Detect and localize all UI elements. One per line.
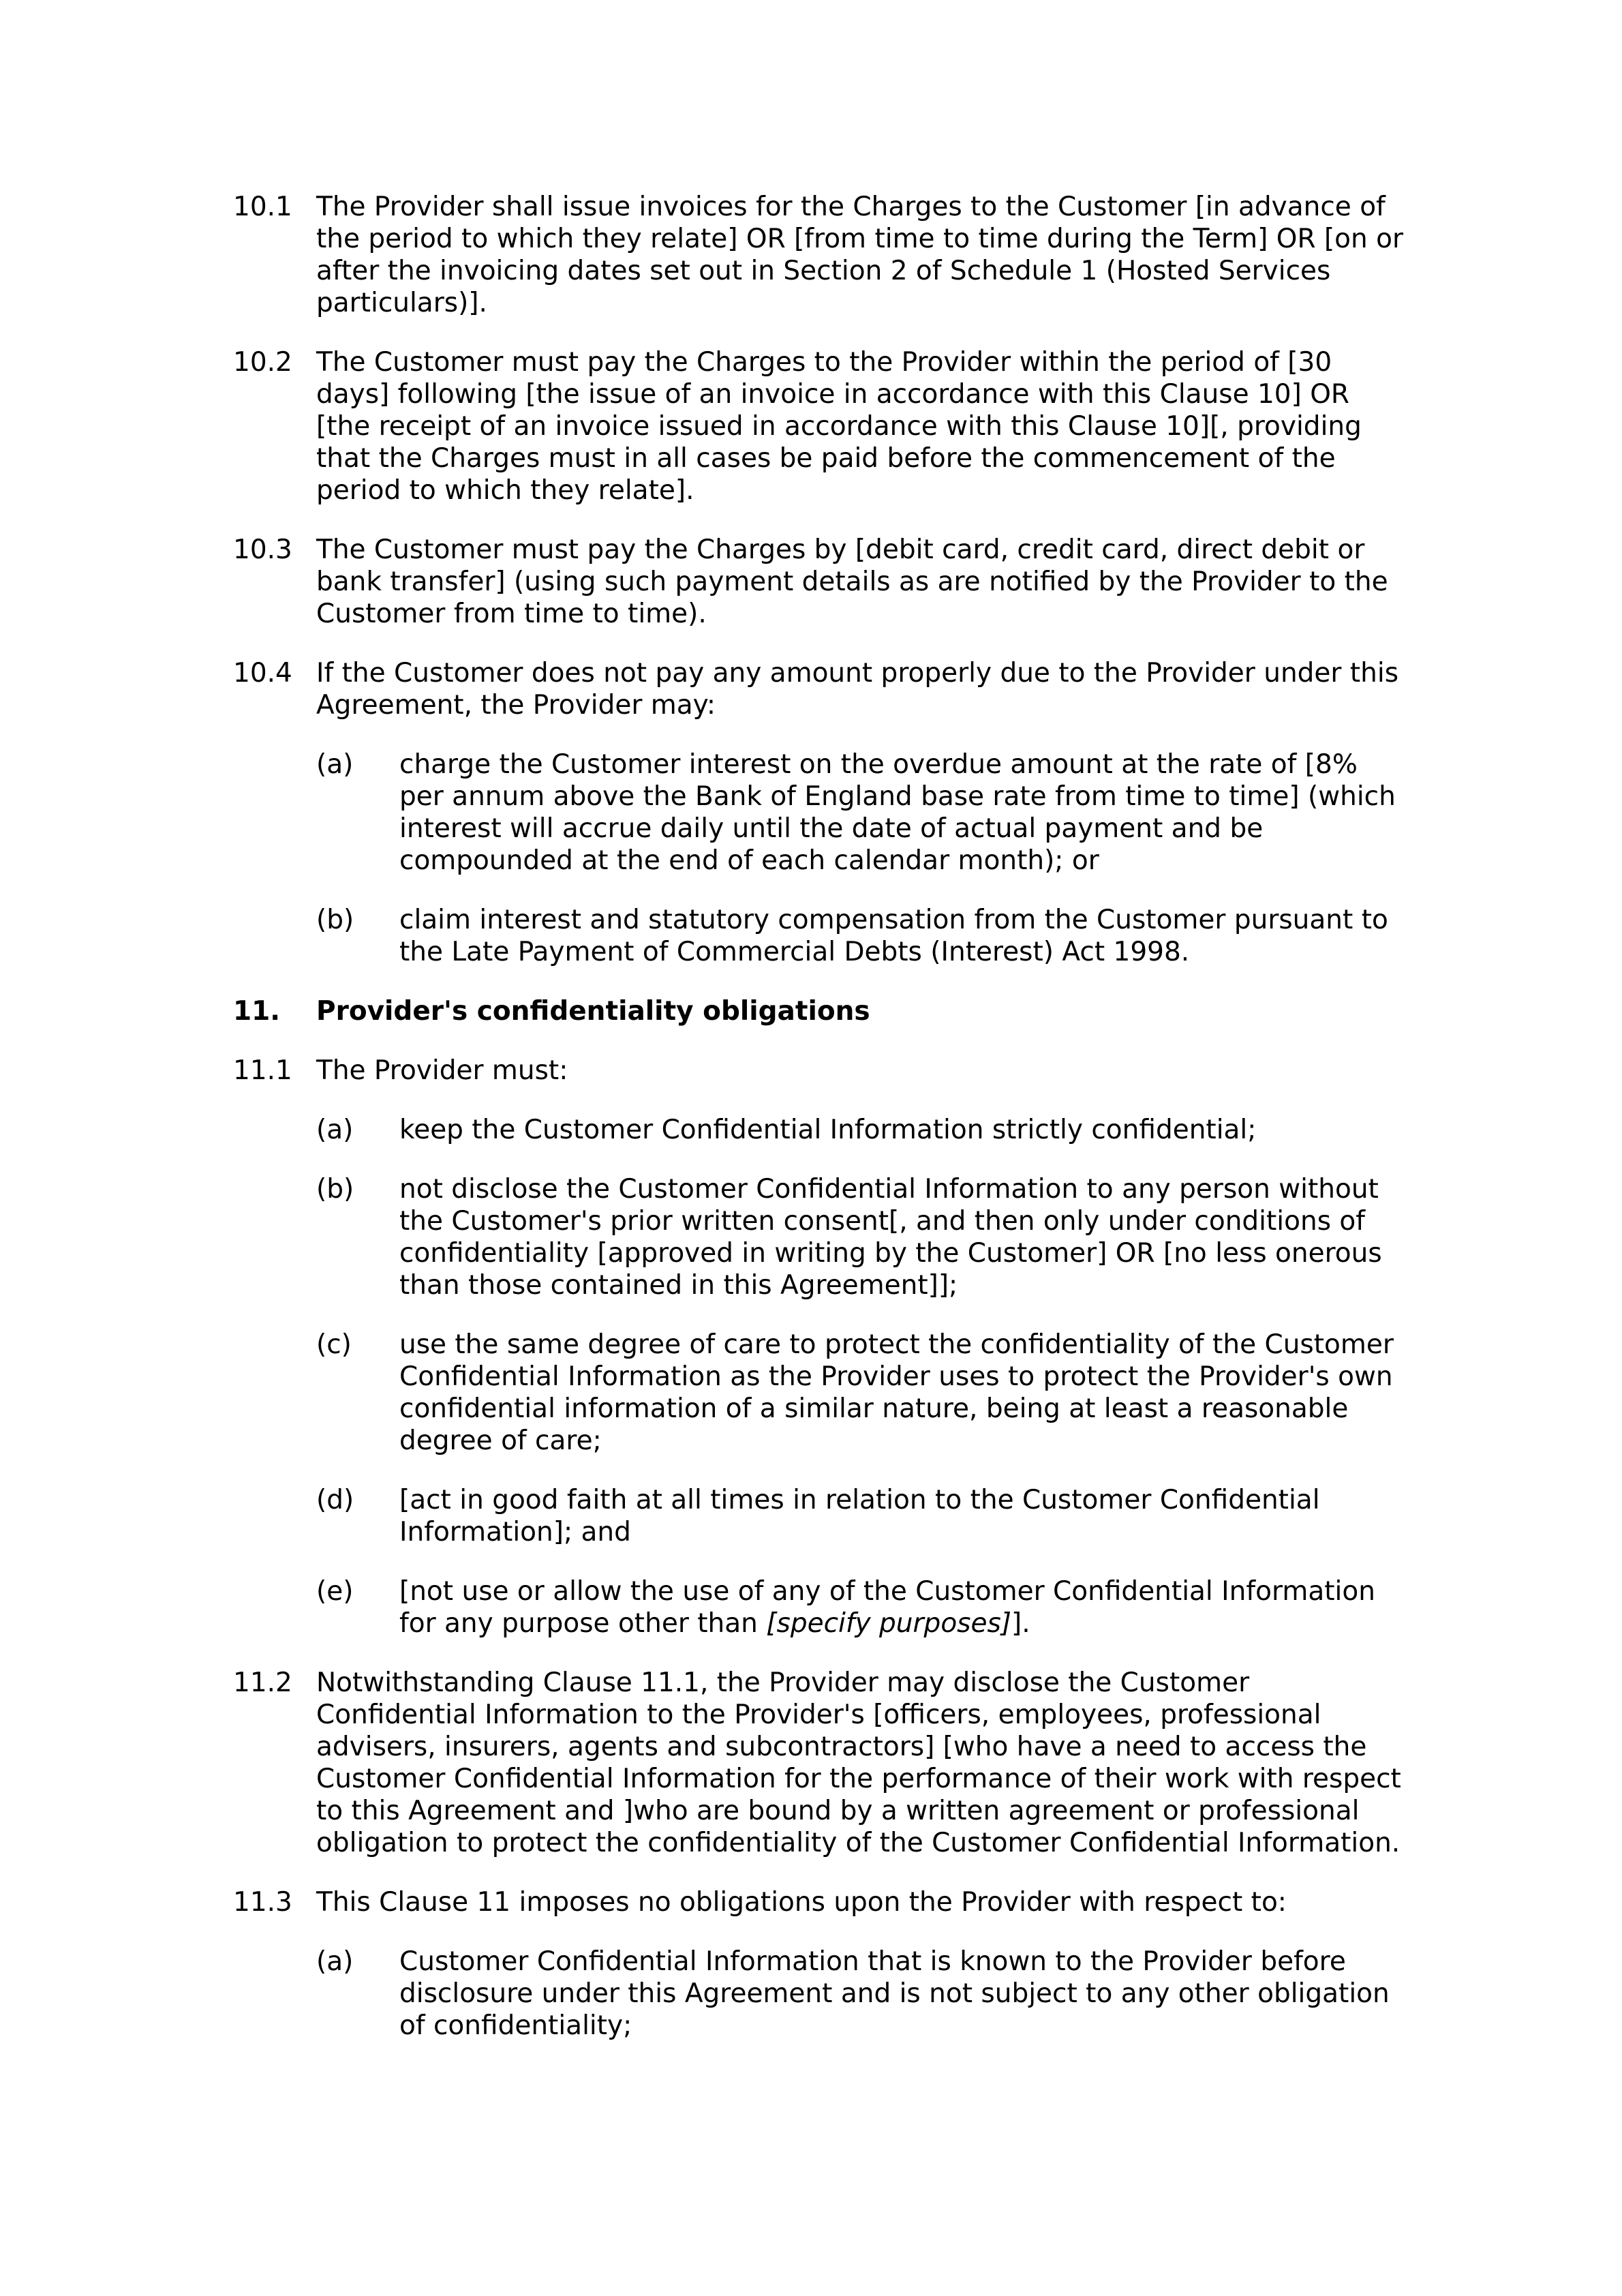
clause-11-1-item-d [316, 1484, 1405, 1548]
item-letter: (a) [316, 749, 354, 780]
item-text: charge the Customer interest on the overdue amount at the rate of [8% per annum above the Bank of England base rate from time to time] (which interest will accrue daily until the date of actual payment and be compounded at the end of each calendar month); or [399, 749, 1396, 876]
clause-number: 11.3 [233, 1887, 292, 1918]
clause-text: The Customer must pay the Charges to the Provider within the period of [30 days] following [the issue of an invoice in accordance with this Clause 10] OR [the receipt of an invoice issued in accordance with this Clause 10][, providing that the Charges must in all cases be paid before the commencement of the period to which they relate]. [316, 347, 1362, 506]
clause-number: 10.3 [233, 534, 292, 565]
clause-10-4-item-b [316, 904, 1405, 968]
item-text-end: ]. [1011, 1608, 1030, 1639]
clause-number: 11.1 [233, 1055, 292, 1086]
clause-number: 10.1 [233, 192, 292, 222]
item-text: [act in good faith at all times in relation to the Customer Confidential Information]; and [399, 1485, 1320, 1547]
item-text: use the same degree of care to protect the confidentiality of the Customer Confidential Information as the Provider uses to protect the Provider's own confidential information of a similar nature, being at least a reasonable degree of care; [399, 1329, 1394, 1456]
item-letter: (c) [316, 1329, 352, 1360]
item-letter: (d) [316, 1485, 354, 1515]
clause-text: Notwithstanding Clause 11.1, the Provider may disclose the Customer Confidential Information to the Provider's [officers, employees, professional advisers, insurers, agents and subcontractors] [who have a need to access the Customer Confidential Information for the performance of their work with respect to this Agreement and ]who are bound by a written agreement or professional obligation to protect the confidentiality of the Customer Confidential Information. [316, 1667, 1401, 1858]
clause-10-3 [233, 534, 1405, 630]
clause-11-3-item-a [316, 1946, 1405, 2042]
item-letter: (b) [316, 1174, 354, 1205]
item-letter: (b) [316, 905, 354, 935]
item-letter: (a) [316, 1946, 354, 1977]
item-text: claim interest and statutory compensation from the Customer pursuant to the Late Payment of Commercial Debts (Interest) Act 1998. [399, 905, 1388, 967]
clause-text: If the Customer does not pay any amount properly due to the Provider under this Agreement, the Provider may: [316, 658, 1399, 721]
item-text [399, 1575, 1405, 1640]
item-letter: (e) [316, 1576, 354, 1607]
clause-11-1-item-c [316, 1329, 1405, 1457]
clause-text: The Customer must pay the Charges by [debit card, credit card, direct debit or bank transfer] (using such payment details as are notified by the Provider to the Customer from time to time). [316, 534, 1388, 629]
clause-10-2 [233, 346, 1405, 507]
document-page [233, 191, 1405, 2069]
section-title: Provider's confidentiality obligations [316, 996, 870, 1027]
clause-10-4 [233, 657, 1405, 721]
clause-10-4-item-a [316, 749, 1405, 877]
section-number: 11. [233, 996, 281, 1027]
item-text: keep the Customer Confidential Information strictly confidential; [399, 1115, 1257, 1145]
clause-text: This Clause 11 imposes no obligations upon the Provider with respect to: [316, 1887, 1287, 1918]
clause-11-3 [233, 1886, 1405, 1918]
clause-10-1 [233, 191, 1405, 319]
clause-text: The Provider shall issue invoices for the Charges to the Customer [in advance of the period to which they relate] OR [from time to time during the Term] OR [on or after the invoicing dates set out in Section 2 of Schedule 1 (Hosted Services particulars)]. [316, 192, 1404, 318]
clause-number: 10.4 [233, 658, 292, 689]
clause-11-1 [233, 1055, 1405, 1087]
clause-11-2 [233, 1667, 1405, 1859]
item-text-placeholder: [specify purposes] [766, 1608, 1012, 1639]
clause-number: 10.2 [233, 347, 292, 378]
clause-11-1-item-b [316, 1173, 1405, 1301]
item-text: Customer Confidential Information that is known to the Provider before disclosure under this Agreement and is not subject to any other obligation of confidentiality; [399, 1946, 1390, 2041]
item-text: not disclose the Customer Confidential Information to any person without the Customer's prior written consent[, and then only under conditions of confidentiality [approved in writing by the Customer] OR [no less onerous than those contained in this Agreement]]; [399, 1174, 1382, 1301]
clause-11-1-item-a [316, 1114, 1405, 1146]
section-11-heading [233, 995, 1405, 1027]
clause-number: 11.2 [233, 1667, 292, 1698]
item-text-start: [not use or allow the use of any of the Customer Confidential Information for any purpose other than [399, 1576, 1375, 1639]
clause-text: The Provider must: [316, 1055, 568, 1086]
clause-11-1-item-e [316, 1575, 1405, 1640]
item-letter: (a) [316, 1115, 354, 1145]
